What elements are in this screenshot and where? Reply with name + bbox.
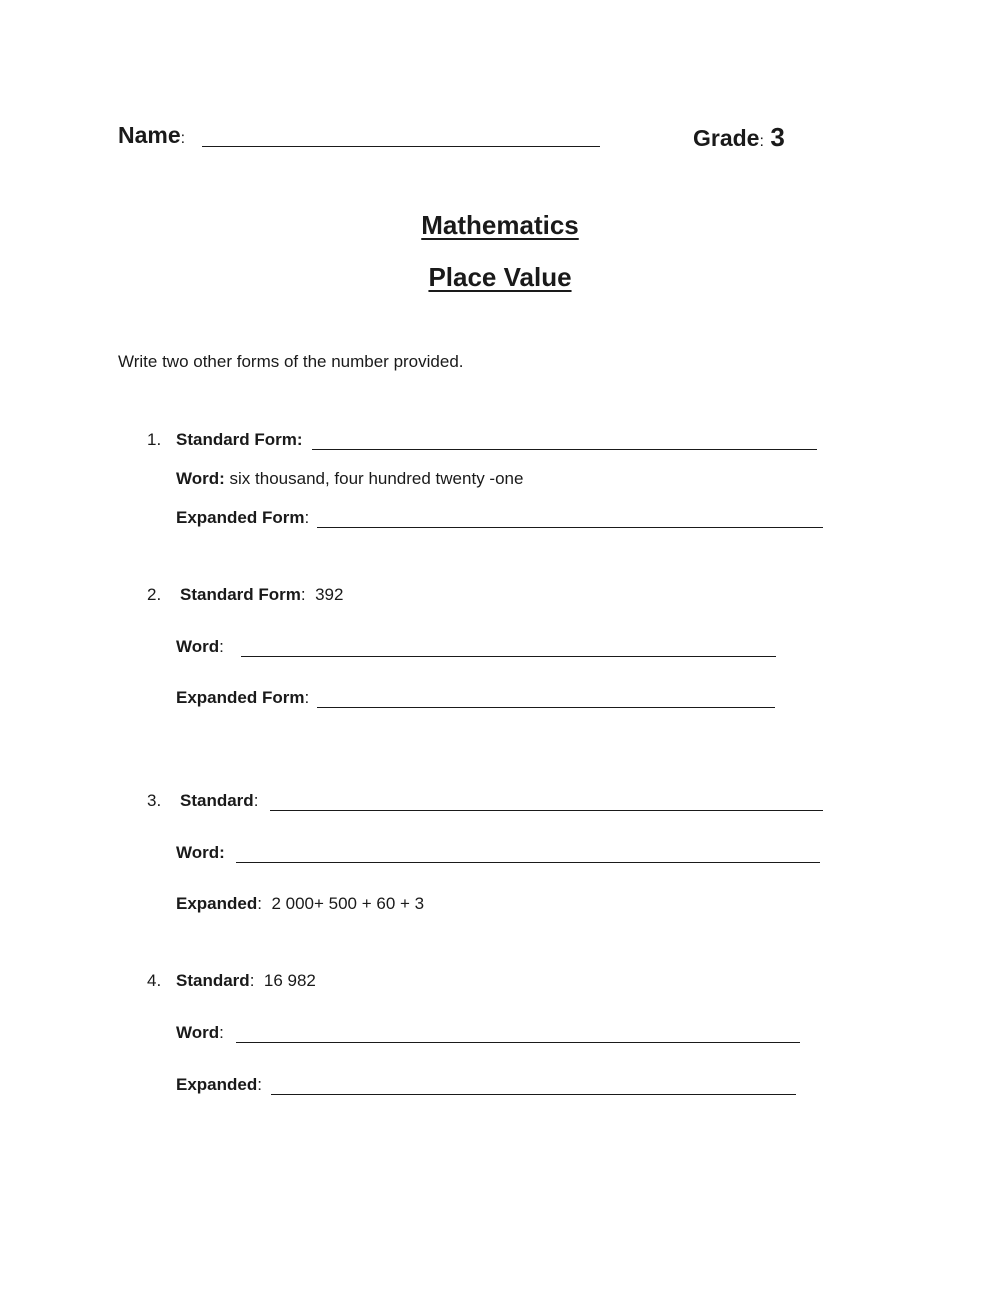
question-number: 4. bbox=[147, 971, 162, 990]
question-row: Standard Form: 392 bbox=[180, 585, 344, 604]
given-value: 2 000+ 500 + 60 + 3 bbox=[271, 894, 425, 913]
answer-line[interactable] bbox=[236, 1042, 800, 1043]
question-row: Expanded: bbox=[176, 1075, 262, 1094]
question-row: Standard Form: bbox=[176, 430, 303, 449]
question-row: Standard: 16 982 bbox=[176, 971, 316, 990]
question-row: Word: bbox=[176, 1023, 224, 1042]
instructions: Write two other forms of the number provided. bbox=[118, 352, 464, 371]
name-input-line[interactable] bbox=[202, 146, 600, 147]
question-row: Word: six thousand, four hundred twenty -one bbox=[176, 469, 524, 488]
question-row: Standard: bbox=[180, 791, 259, 810]
answer-line[interactable] bbox=[270, 810, 823, 811]
question-row: Expanded Form: bbox=[176, 688, 310, 707]
answer-line[interactable] bbox=[236, 862, 820, 863]
given-value: six thousand, four hundred twenty -one bbox=[229, 469, 524, 488]
question-row: Expanded: 2 000+ 500 + 60 + 3 bbox=[176, 894, 425, 913]
grade-label: Grade: 3 bbox=[693, 122, 785, 152]
name-label: Name: bbox=[118, 122, 186, 148]
subject-title: Mathematics bbox=[421, 210, 579, 240]
answer-line[interactable] bbox=[241, 656, 776, 657]
answer-line[interactable] bbox=[271, 1094, 796, 1095]
question-number: 1. bbox=[147, 430, 162, 449]
given-value: 16 982 bbox=[263, 971, 316, 990]
answer-line[interactable] bbox=[317, 527, 823, 528]
answer-line[interactable] bbox=[312, 449, 817, 450]
question-number: 3. bbox=[147, 791, 162, 810]
question-number: 2. bbox=[147, 585, 162, 604]
topic-title: Place Value bbox=[428, 262, 572, 292]
answer-line[interactable] bbox=[317, 707, 775, 708]
question-row: Word: bbox=[176, 637, 224, 656]
question-row: Word: bbox=[176, 843, 225, 862]
grade-value: 3 bbox=[770, 122, 785, 152]
question-row: Expanded Form: bbox=[176, 508, 310, 527]
given-value: 392 bbox=[315, 585, 344, 604]
